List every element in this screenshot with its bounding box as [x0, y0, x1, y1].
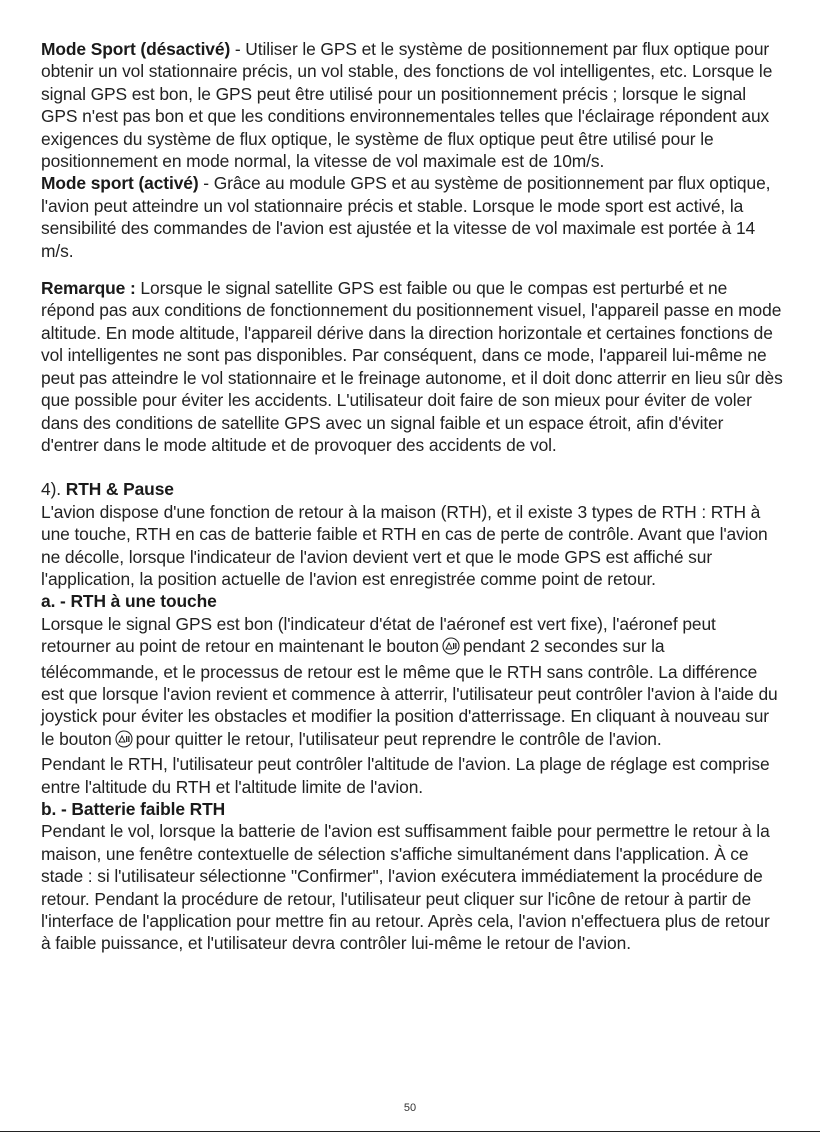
rth-section-heading: RTH & Pause [65, 479, 174, 500]
rth-pause-button-icon [115, 730, 133, 753]
bottom-rule [0, 1131, 820, 1132]
one-key-text-b: pendant 2 secondes sur la télécommande, et le processus de retour est le même que le RTH sans contrôle. La différence est que lorsque l'avion revient et commence à atterrir, l'utilisateur peut contrôler l'avion à l'aide du joystick pour éviter les obstacles et modifier la position d'atterrissage. En cliquant à nouveau sur le bouton [41, 636, 778, 749]
one-key-text-c: pour quitter le retour, l'utilisateur peut reprendre le contrôle de l'avion. [135, 728, 662, 749]
manual-page [41, 38, 783, 955]
sport-off-paragraph [41, 38, 783, 172]
rth-intro-paragraph: L'avion dispose d'une fonction de retour à la maison (RTH), et il existe 3 types de RTH : RTH à une touche, RTH en cas de batterie faible et RTH en cas de perte de contrôle. Avant que l'avion ne décolle, lorsque l'indicateur de l'avion devient vert et que le mode GPS est affiché sur l'application, la position actuelle de l'avion est enregistrée comme point de retour. [41, 501, 768, 589]
sport-on-text: - Grâce au module GPS et au système de positionnement par flux optique, l'avion peut atteindre un vol stationnaire précis et stable. Lorsque le mode sport est activé, la sensibilité des commandes de l'avion est ajustée et la vitesse de vol maximale est portée à 14 m/s. [41, 173, 771, 261]
low-battery-prefix: b. - [41, 799, 72, 819]
page-number: 50 [403, 1102, 417, 1114]
one-key-paragraph [41, 613, 783, 753]
rth-section-title [41, 478, 783, 500]
rth-section-number: 4). [41, 479, 66, 500]
one-key-text-a: Lorsque le signal GPS est bon (l'indicateur d'état de l'aéronef est vert fixe), l'aéronef peut retourner au point de retour en maintenant le bouton [41, 613, 716, 657]
one-key-heading: RTH à une touche [70, 591, 217, 612]
sport-off-heading: Mode Sport (désactivé) [41, 39, 231, 59]
one-key-title [41, 590, 783, 612]
sport-on-paragraph [41, 172, 783, 262]
sport-on-heading: Mode sport (activé) [41, 173, 199, 194]
sport-off-text: - Utiliser le GPS et le système de positionnement par flux optique pour obtenir un vol stationnaire précis, un vol stable, des fonctions de vol intelligentes, etc. Lorsque le signal GPS est bon, le GPS peut être utilisé pour un positionnement précis ; lorsque le signal GPS n'est pas bon et que les conditions environnementales telles que l'éclairage répondent aux exigences du système de flux optique, le système de flux optique peut être utilisé pour le positionnement en mode normal, la vitesse de vol maximale est de 10m/s. [41, 39, 773, 172]
low-battery-title [41, 798, 783, 820]
one-key-prefix: a. - [41, 591, 71, 612]
one-key-altitude-paragraph: Pendant le RTH, l'utilisateur peut contrôler l'altitude de l'avion. La plage de réglage est comprise entre l'altitude du RTH et l'altitude limite de l'avion. [41, 754, 770, 797]
low-battery-heading: Batterie faible RTH [71, 799, 226, 819]
rth-pause-button-icon [442, 637, 460, 660]
remark-paragraph [41, 277, 783, 456]
remark-heading: Remarque : [41, 278, 136, 299]
remark-text: Lorsque le signal satellite GPS est faible ou que le compas est perturbé et ne répond pas aux conditions de fonctionnement du positionnement visuel, l'appareil passe en mode altitude. En mode altitude, l'appareil dérive dans la direction horizontale et certaines fonctions de vol intelligentes ne sont pas disponibles. Par conséquent, dans ce mode, l'appareil lui-même ne peut pas atteindre le vol stationnaire et le freinage autonome, et il doit donc atterrir en lieu sûr dès que possible pour éviter les accidents. L'utilisateur doit faire de son mieux pour éviter de voler dans des conditions de satellite GPS avec un signal faible et un espace étroit, afin d'éviter d'entrer dans le mode altitude et de provoquer des accidents de vol. [41, 278, 783, 455]
low-battery-paragraph: Pendant le vol, lorsque la batterie de l'avion est suffisamment faible pour permettre le retour à la maison, une fenêtre contextuelle de sélection s'affiche simultanément dans l'application. À ce stade : si l'utilisateur sélectionne "Confirmer", l'avion exécutera immédiatement la procédure de retour. Pendant la procédure de retour, l'utilisateur peut cliquer sur l'icône de retour à partir de l'interface de l'application pour mettre fin au retour. Après cela, l'avion n'effectuera plus de retour à faible puissance, et l'utilisateur devra contrôler lui-même le retour de l'avion. [41, 821, 770, 954]
